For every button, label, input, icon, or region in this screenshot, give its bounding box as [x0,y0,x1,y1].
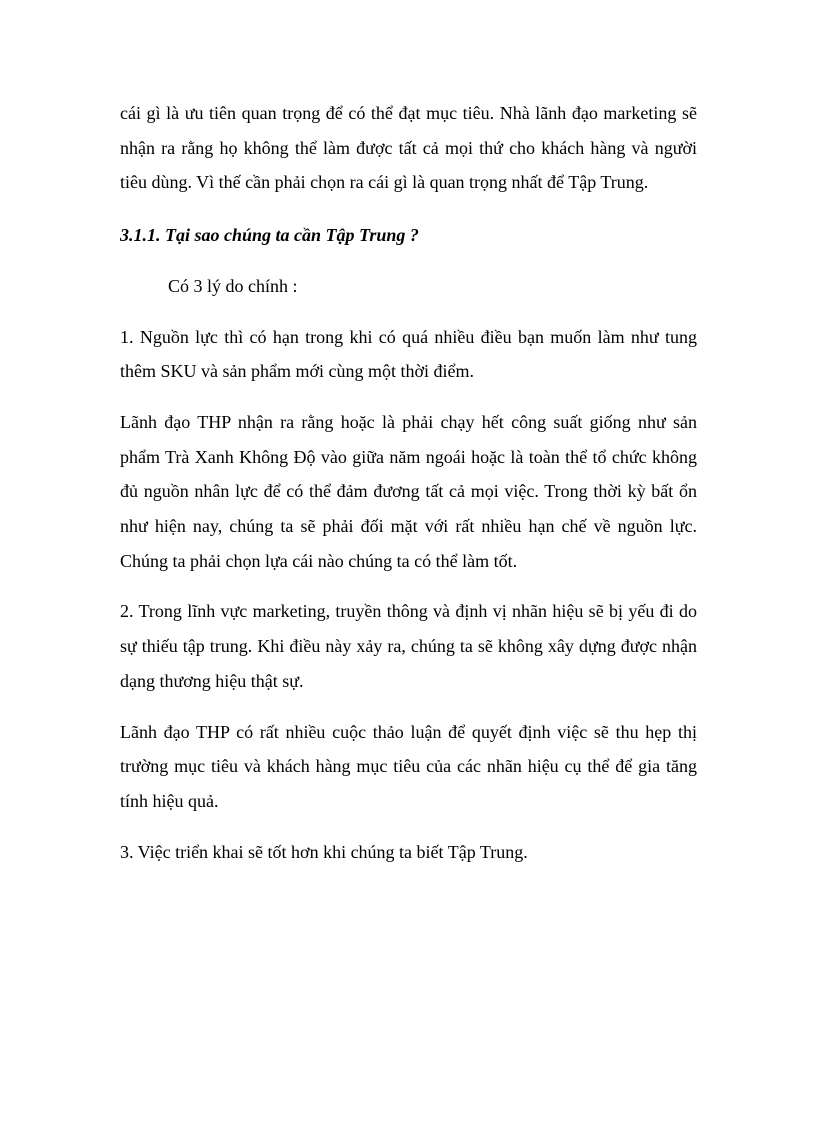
document-body [120,96,697,869]
reason-2-detail-paragraph: Lãnh đạo THP có rất nhiều cuộc thảo luận để quyết định việc sẽ thu hẹp thị trường mục tiêu và khách hàng mục tiêu của các nhãn hiệu cụ thể để gia tăng tính hiệu quả. [120,721,697,811]
reason-3-paragraph: 3. Việc triển khai sẽ tốt hơn khi chúng ta biết Tập Trung. [120,841,528,862]
reason-1-paragraph: 1. Nguồn lực thì có hạn trong khi có quá nhiều điều bạn muốn làm như tung thêm SKU và sản phẩm mới cùng một thời điểm. [120,326,697,382]
reason-1-detail-paragraph: Lãnh đạo THP nhận ra rằng hoặc là phải chạy hết công suất giống như sản phẩm Trà Xanh Không Độ vào giữa năm ngoái hoặc là toàn thể tổ chức không đủ nguồn nhân lực để có thể đảm đương tất cả mọi việc. Trong thời kỳ bất ổn như hiện nay, chúng ta sẽ phải đối mặt với rất nhiều hạn chế về nguồn lực. Chúng ta phải chọn lựa cái nào chúng ta có thể làm tốt. [120,411,697,571]
intro-paragraph: cái gì là ưu tiên quan trọng để có thể đạt mục tiêu. Nhà lãnh đạo marketing sẽ nhận ra rằng họ không thể làm được tất cả mọi thứ cho khách hàng và người tiêu dùng. Vì thế cần phải chọn ra cái gì là quan trọng nhất để Tập Trung. [120,103,697,193]
reasons-intro: Có 3 lý do chính : [168,275,298,296]
reason-2-paragraph: 2. Trong lĩnh vực marketing, truyền thông và định vị nhãn hiệu sẽ bị yếu đi do sự thiếu tập trung. Khi điều này xảy ra, chúng ta sẽ không xây dựng được nhận dạng thương hiệu thật sự. [120,601,697,691]
section-heading: 3.1.1. Tại sao chúng ta cần Tập Trung ? [120,225,419,246]
